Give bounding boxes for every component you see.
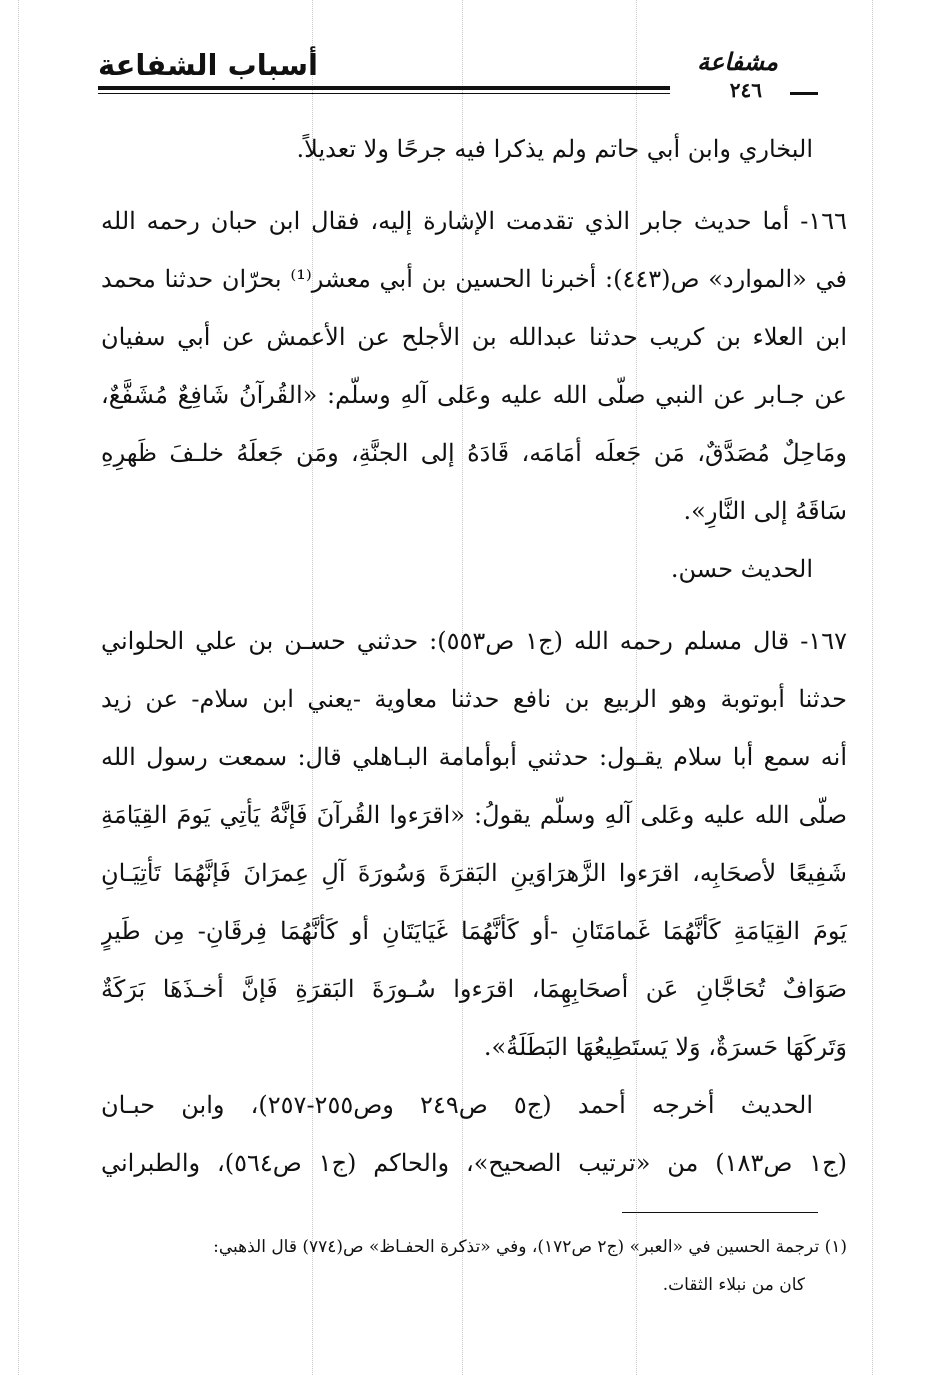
footnote-line: (١) ترجمة الحسين في «العبر» (ج٢ ص١٧٢)، وفي «تذكرة الحفـاظ» ص(٧٧٤) قال الذهبي: [213, 1237, 847, 1257]
footnote-line: كان من نبلاء الثقات. [662, 1275, 805, 1295]
text-line: في «الموارد» ص(٤٤٣): أخبرنا الحسين بن أبي معشر⁽¹⁾ بحرّان حدثنا محمد [101, 265, 847, 293]
text-line: (ج١ ص١٨٣) من «ترتيب الصحيح»، والحاكم (ج١ ص٥٦٤)، والطبراني [101, 1149, 847, 1177]
text-line: حدثنا أبوتوبة وهو الربيع بن نافع حدثنا معاوية -يعني ابن سلام- عن زيد [101, 685, 847, 713]
text-line: البخاري وابن أبي حاتم ولم يذكرا فيه جرحًا ولا تعديلاً. [296, 135, 813, 163]
grading-line: الحديث حسن. [670, 555, 813, 583]
text-line: صَوَافٌ تُحَاجَّانِ عَن أصحَابِهِمَا، اقرَءوا سُـورَةَ البَقرَةِ فَإنَّ أخـذَهَا بَرَكَةٌ [101, 975, 847, 1003]
running-title: أسباب الشفاعة [98, 48, 318, 82]
takhrij-line: الحديث أخرجه أحمد (ج٥ ص٢٤٩ وص٢٥٥-٢٥٧)، وابن حبـان [101, 1091, 814, 1119]
main-text [101, 120, 847, 1192]
page-number: ٢٤٦ [729, 78, 762, 102]
text-line: صلّى الله عليه وعَلى آلهِ وسلّم يقولُ: «اقرَءوا القُرآنَ فَإنَّهُ يَأتِي يَومَ القِيَامَةِ [101, 801, 847, 829]
page-header [98, 40, 818, 110]
text-line: أنه سمع أبا سلام يقـول: حدثني أبوأمامة البـاهلي قال: سمعت رسول الله [101, 743, 847, 771]
scan-artifact-line [18, 0, 19, 1375]
text-line: شَفِيعًا لأصحَابِه، اقرَءوا الزَّهرَاوَينِ البَقرَةَ وَسُورَةَ آلِ عِمرَانَ فَإنَّهُمَا تَأتِيَـانِ [101, 859, 847, 887]
scan-artifact-line [872, 0, 873, 1375]
footnotes [101, 1228, 847, 1304]
footnote-separator [622, 1212, 818, 1213]
hadith-167-heading-line: ١٦٧- قال مسلم رحمه الله (ج١ ص٥٥٣): حدثني حسـن بن علي الحلواني [101, 627, 847, 655]
text-line: سَاقَهُ إلى النَّارِ». [683, 497, 847, 525]
hadith-166-heading-line: ١٦٦- أما حديث جابر الذي تقدمت الإشارة إليه، فقال ابن حبان رحمه الله [101, 207, 847, 235]
text-line: عن جـابر عن النبي صلّى الله عليه وعَلى آلهِ وسلّم: «القُرآنُ شَافِعٌ مُشَفَّعٌ، [101, 381, 847, 409]
header-rule [98, 86, 670, 90]
text-line: وَتَركَهَا حَسرَةٌ، وَلا يَستَطِيعُهَا البَطَلَةُ». [483, 1033, 847, 1061]
text-line: يَومَ القِيَامَةِ كَأنَّهُمَا غَمامَتَانِ -أو كَأنَّهُمَا غَيَايَتَانِ أو كَأنَّهُمَا فِرقَانِ- مِن طَيرٍ [101, 917, 847, 945]
header-rule-short [790, 92, 818, 95]
header-rule-thin [98, 93, 670, 94]
text-line: ومَاحِلٌ مُصَدَّقٌ، مَن جَعلَه أمَامَه، قَادَهُ إلى الجنَّةِ، ومَن جَعلَهُ خلـفَ ظَهرِهِ [101, 439, 847, 467]
text-line: ابن العلاء بن كريب حدثنا عبدالله بن الأجلح عن الأعمش عن أبي سفيان [101, 323, 847, 351]
book-mark: مشفاعة [697, 48, 778, 76]
